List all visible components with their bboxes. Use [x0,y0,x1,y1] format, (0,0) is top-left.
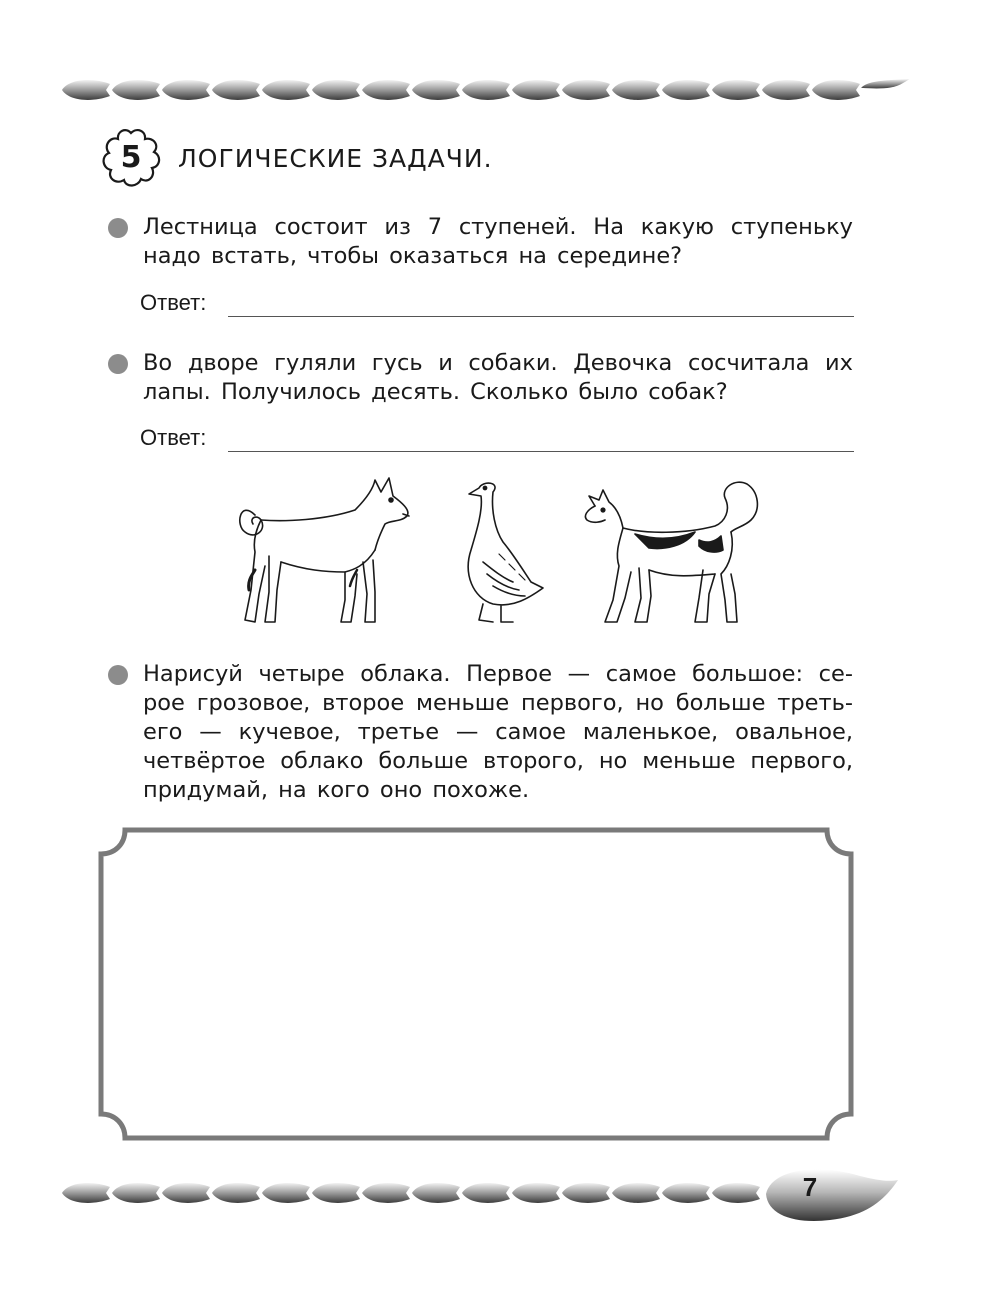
answer-line[interactable] [228,316,854,317]
task-2-text [143,349,853,407]
bullet-icon [108,218,128,238]
task-text-line: Лестница состоит из 7 ступеней. На какую ступеньку [143,214,853,240]
task-text-line: четвёртое облако больше второго, но меньше первого, [143,748,853,774]
section-number-badge [100,127,162,189]
task-text-line: рое грозовое, второе меньше первого, но больше треть- [143,690,853,716]
page-number-badge [760,1158,900,1228]
section-number: 5 [120,140,142,175]
husky-icon [585,482,757,622]
bullet-icon [108,354,128,374]
decorative-leaf-border-bottom [60,1175,780,1211]
section-title: ЛОГИЧЕСКИЕ ЗАДАЧИ. [178,143,493,173]
task-3-text [143,660,853,805]
task-1-text [143,213,853,271]
dog-icon [240,478,409,622]
answer-label: Ответ: [140,425,207,450]
task-1-answer [140,290,854,320]
task-2-answer [140,425,854,455]
task-text-line: Во дворе гуляли гусь и собаки. Девочка сосчитала их [143,350,853,376]
goose-icon [468,483,543,622]
task-3 [108,660,853,805]
task-text-line: его — кучевое, третье — самое маленькое, овальное, [143,719,853,745]
bullet-icon [108,665,128,685]
task-text-line: лапы. Получилось десять. Сколько было собак? [143,379,728,405]
decorative-leaf-border-top [60,72,910,108]
page-number: 7 [802,1172,818,1202]
task-text-line: придумай, на кого оно похоже. [143,777,530,803]
task-2 [108,349,853,407]
task-1 [108,213,853,271]
drawing-area-frame[interactable] [97,826,855,1142]
task-text-line: надо встать, чтобы оказаться на середине? [143,243,683,269]
answer-label: Ответ: [140,290,207,315]
animals-illustration [225,470,785,635]
answer-line[interactable] [228,451,854,452]
task-text-line: Нарисуй четыре облака. Первое — самое большое: се- [143,661,853,687]
section-heading [100,128,493,188]
